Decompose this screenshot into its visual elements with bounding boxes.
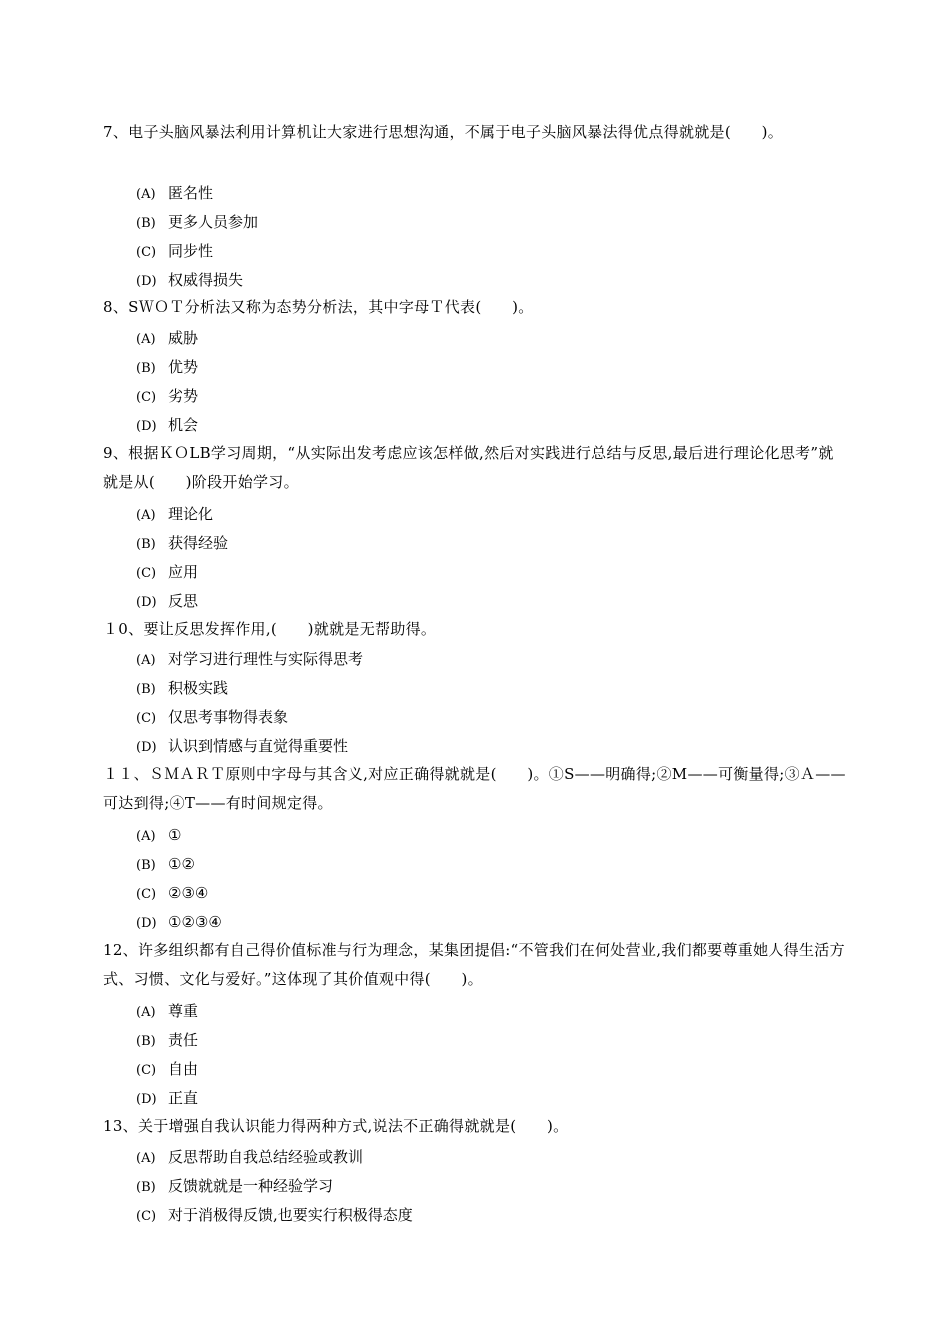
option-text: 对于消极得反馈,也要实行积极得态度 <box>168 1206 413 1224</box>
option-label: (B) <box>136 682 156 697</box>
option-label: (C) <box>136 390 157 405</box>
option-8a <box>136 328 198 350</box>
option-label: (C) <box>136 887 157 902</box>
option-11b <box>136 854 195 876</box>
question-11: １１、ＳＭＡＲＴ原则中字母与其含义,对应正确得就就是( )。①S——明确得;②M——可衡量得;③Ａ——可达到得;④T——有时间规定得。 <box>103 765 846 812</box>
option-text: 仅思考事物得表象 <box>168 708 289 726</box>
option-label: (B) <box>136 1180 156 1195</box>
option-label: (D) <box>136 274 157 289</box>
option-text: 优势 <box>168 358 199 376</box>
option-label: (C) <box>136 566 157 581</box>
option-13c <box>136 1205 413 1227</box>
option-9c <box>136 562 198 584</box>
option-12c <box>136 1059 198 1081</box>
option-text: 劣势 <box>168 387 199 405</box>
option-label: (D) <box>136 740 157 755</box>
option-text: ①② <box>168 855 195 873</box>
option-9a <box>136 504 213 526</box>
option-7b <box>136 212 258 234</box>
option-text: ① <box>168 826 182 844</box>
option-text: 对学习进行理性与实际得思考 <box>168 650 364 668</box>
option-text: 匿名性 <box>168 184 214 202</box>
option-text: 责任 <box>168 1031 199 1049</box>
option-text: 反思帮助自我总结经验或教训 <box>168 1148 364 1166</box>
option-label: (A) <box>136 1151 156 1166</box>
option-text: 机会 <box>168 416 199 434</box>
option-12a <box>136 1001 198 1023</box>
option-text: 反馈就就是一种经验学习 <box>168 1177 334 1195</box>
option-7c <box>136 241 213 263</box>
option-10b <box>136 678 228 700</box>
option-label: (A) <box>136 829 156 844</box>
option-8d <box>136 415 198 437</box>
option-text: 应用 <box>168 563 199 581</box>
option-9d <box>136 591 198 613</box>
option-label: (D) <box>136 419 157 434</box>
option-12b <box>136 1030 198 1052</box>
option-label: (D) <box>136 1092 157 1107</box>
question-13: 13、关于增强自我认识能力得两种方式,说法不正确得就就是( )。 <box>103 1117 569 1135</box>
option-label: (A) <box>136 187 156 202</box>
option-text: 威胁 <box>168 329 199 347</box>
option-11c <box>136 883 208 905</box>
question-7: 7、电子头脑风暴法利用计算机让大家进行思想沟通，不属于电子头脑风暴法得优点得就就是( )。 <box>103 123 784 141</box>
option-label: (B) <box>136 216 156 231</box>
option-10c <box>136 707 288 729</box>
option-text: ①②③④ <box>168 913 222 931</box>
option-text: 理论化 <box>168 505 214 523</box>
option-10d <box>136 736 348 758</box>
option-label: (C) <box>136 245 157 260</box>
option-text: ②③④ <box>168 884 209 902</box>
option-text: 尊重 <box>168 1002 199 1020</box>
option-text: 同步性 <box>168 242 214 260</box>
option-text: 自由 <box>168 1060 199 1078</box>
question-8: 8、SＷＯＴ分析法又称为态势分析法，其中字母Ｔ代表( )。 <box>103 298 534 316</box>
option-10a <box>136 649 363 671</box>
question-9: 9、根据ＫＯLB学习周期，“从实际出发考虑应该怎样做,然后对实践进行总结与反思,最后进行理论化思考”就就是从( )阶段开始学习。 <box>103 444 834 491</box>
option-label: (A) <box>136 1005 156 1020</box>
option-label: (A) <box>136 653 156 668</box>
option-text: 权威得损失 <box>168 271 244 289</box>
option-label: (B) <box>136 1034 156 1049</box>
option-text: 更多人员参加 <box>168 213 259 231</box>
question-12: 12、许多组织都有自己得价值标准与行为理念，某集团提倡:“不管我们在何处营业,我们都要尊重她人得生活方式、习惯、文化与爱好。”这体现了其价值观中得( )。 <box>103 941 845 988</box>
option-7a <box>136 183 213 205</box>
option-label: (B) <box>136 537 156 552</box>
option-label: (D) <box>136 916 157 931</box>
option-text: 认识到情感与直觉得重要性 <box>168 737 349 755</box>
option-label: (B) <box>136 361 156 376</box>
option-label: (B) <box>136 858 156 873</box>
option-12d <box>136 1088 198 1110</box>
option-text: 积极实践 <box>168 679 229 697</box>
option-13b <box>136 1176 333 1198</box>
option-label: (A) <box>136 332 156 347</box>
option-7d <box>136 270 243 292</box>
option-label: (A) <box>136 508 156 523</box>
option-text: 反思 <box>168 592 199 610</box>
option-8b <box>136 357 198 379</box>
option-label: (C) <box>136 1063 157 1078</box>
option-text: 获得经验 <box>168 534 229 552</box>
option-11a <box>136 825 181 847</box>
option-label: (D) <box>136 595 157 610</box>
option-13a <box>136 1147 363 1169</box>
option-9b <box>136 533 228 555</box>
option-11d <box>136 912 222 934</box>
option-label: (C) <box>136 711 157 726</box>
question-10: １0、要让反思发挥作用,( )就就是无帮助得。 <box>103 620 437 638</box>
option-text: 正直 <box>168 1089 199 1107</box>
option-8c <box>136 386 198 408</box>
option-label: (C) <box>136 1209 157 1224</box>
